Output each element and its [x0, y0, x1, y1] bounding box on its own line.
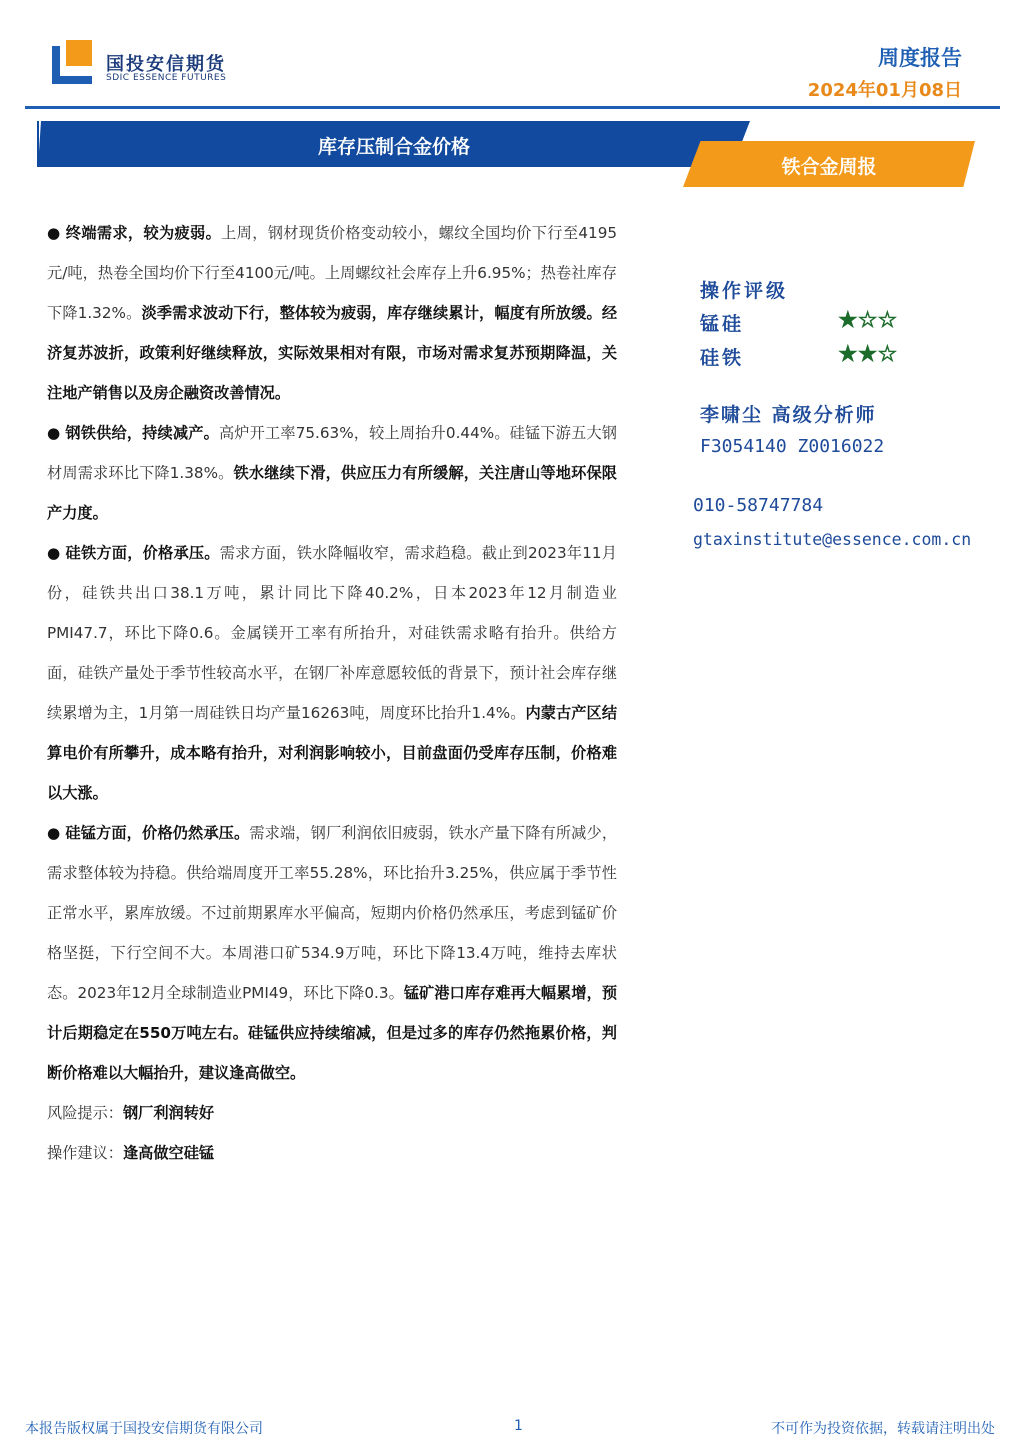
logo-orange-square [66, 40, 92, 66]
brand-name-en: SDIC ESSENCE FUTURES [106, 73, 227, 83]
paragraph-heading: 终端需求，较为疲弱。 [65, 224, 222, 242]
advice-text: 逢高做空硅锰 [122, 1144, 215, 1162]
report-body [47, 213, 617, 1173]
bullet-icon: ● [47, 424, 61, 442]
paragraph-heading: 硅铁方面，价格承压。 [65, 544, 220, 562]
star-filled-icon: ★ [838, 307, 858, 333]
page-number: 1 [514, 1418, 523, 1434]
report-title: 库存压制合金价格 [317, 136, 470, 158]
analyst-license: F3054140 Z0016022 [700, 436, 885, 457]
footer-disclaimer: 不可作为投资依据，转载请注明出处 [771, 1421, 995, 1437]
report-subtitle: 铁合金周报 [781, 156, 877, 178]
report-date: 2024年01月08日 [807, 80, 962, 101]
paragraph-bold-text: 锰矿港口库存难再大幅累增，预计后期稳定在550万吨左右。硅锰供应持续缩减，但是过多的库存仍然拖累价格，判断价格难以大幅抬升，建议逢高做空。 [47, 984, 618, 1082]
star-empty-icon: ☆ [877, 341, 898, 367]
paragraph-text: 需求端，钢厂利润依旧疲弱，铁水产量下降有所减少，需求整体较为持稳。供给端周度开工率55.28%，环比抬升3.25%，供应属于季节性正常水平，累库放缓。不过前期累库水平偏高，短期内价格仍然承压，考虑到锰矿价格坚挺，下行空间不大。本周港口矿534.9万吨，环比下降13.4万吨，维持去库状态。2023年12月全球制造业PMI49，环比下降0.3。 [47, 824, 618, 1002]
star-filled-icon: ★ [838, 341, 858, 367]
paragraph-ferrosilicon [47, 533, 617, 813]
bullet-icon: ● [47, 544, 61, 562]
risk-label: 风险提示： [47, 1104, 123, 1122]
paragraph-demand [47, 213, 617, 413]
rating-title: 操作评级 [700, 280, 789, 302]
paragraph-text: 上周，钢材现货价格变动较小，螺纹全国均价下行至4195元/吨，热卷全国均价下行至4100元/吨。上周螺纹社会库存上升6.95%；热卷社库存下降1.32%。 [47, 224, 618, 322]
paragraph-text: 高炉开工率75.63%，较上周抬升0.44%。硅锰下游五大钢材周需求环比下降1.38%。 [47, 424, 617, 482]
report-type: 周度报告 [878, 46, 962, 70]
paragraph-heading: 钢铁供给，持续减产。 [65, 424, 219, 442]
bullet-icon: ● [47, 224, 61, 242]
risk-text: 钢厂利润转好 [122, 1104, 215, 1122]
star-filled-icon: ★ [857, 341, 878, 367]
paragraph-heading: 硅锰方面，价格仍然承压。 [65, 824, 250, 842]
logo-blue-bar-bottom [52, 76, 92, 84]
contact-email[interactable]: gtaxinstitute@essence.com.cn [693, 530, 972, 549]
footer-copyright: 本报告版权属于国投安信期货有限公司 [25, 1421, 263, 1437]
paragraph-silicomanganese [47, 813, 617, 1093]
contact-phone: 010-58747784 [693, 495, 824, 516]
rating-row-ferrosilicon [700, 343, 920, 373]
header-divider [25, 106, 1000, 109]
brand-name-cn: 国投安信期货 [106, 54, 226, 75]
paragraph-bold-text: 淡季需求波动下行，整体较为疲弱，库存继续累计，幅度有所放缓。经济复苏波折，政策利好继续释放，实际效果相对有限，市场对需求复苏预期降温，关注地产销售以及房企融资改善情况。 [47, 304, 618, 402]
rating-name: 锰硅 [700, 313, 745, 335]
star-empty-icon: ☆ [857, 307, 878, 333]
rating-name: 硅铁 [700, 347, 745, 369]
rating-row-silicomanganese [700, 309, 920, 339]
company-logo [52, 40, 98, 86]
star-rating [838, 307, 897, 333]
paragraph-bold-text: 铁水继续下滑，供应压力有所缓解，关注唐山等地环保限产力度。 [47, 464, 617, 522]
paragraph-text: 需求方面，铁水降幅收窄，需求趋稳。截止到2023年11月份，硅铁共出口38.1万吨，累计同比下降40.2%，日本2023年12月制造业PMI47.7，环比下降0.6。金属镁开工率有所抬升，对硅铁需求略有抬升。供给方面，硅铁产量处于季节性较高水平，在钢厂补库意愿较低的背景下，预计社会库存继续累增为主，1月第一周硅铁日均产量16263吨，周度环比抬升1.4%。 [47, 544, 617, 722]
paragraph-bold-text: 内蒙古产区结算电价有所攀升，成本略有抬升，对利润影响较小，目前盘面仍受库存压制，价格难以大涨。 [47, 704, 618, 802]
analyst-name: 李啸尘 高级分析师 [700, 404, 877, 426]
advice-label: 操作建议： [47, 1144, 123, 1162]
star-empty-icon: ☆ [877, 307, 898, 333]
paragraph-supply [47, 413, 617, 533]
risk-warning [47, 1093, 617, 1133]
star-rating [838, 341, 897, 367]
operation-advice [47, 1133, 617, 1173]
bullet-icon: ● [47, 824, 61, 842]
